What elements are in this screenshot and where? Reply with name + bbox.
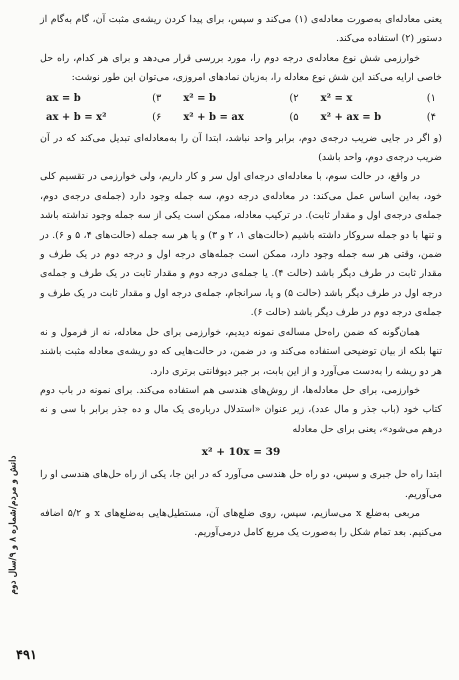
journal-side-label <box>6 410 20 640</box>
equation-1 <box>315 89 442 108</box>
journal-issue-text: دانش و مردم/شماره ۸ و ۹/سال دوم <box>8 455 19 595</box>
equation-number: (۴ <box>426 111 436 123</box>
equation-number: (۲ <box>289 92 299 104</box>
paragraph-1: یعنی معادله‌ای به‌صورت معادله‌ی (۱) می‌کند و سپس، برای پیدا کردن ریشه‌ی مثبت آن، گام به‌گام از دستور (۲) استفاده می‌کند. <box>40 14 442 45</box>
paragraph-4: در واقع، در حالت سوم، با معادله‌ای درجه‌ای اول سر و کار داریم، ولی خوارزمی در تقسیم کلی خود، به‌این اساس عمل می‌کند: در معادله‌ی درجه دوم، سه جمله وجود دارد (جمله‌ی درجه‌ی دوم، جمله‌ی درجه‌ی اول و مقدار ثابت). در ترکیب معادله، ممکن است یکی از سه جمله وجود نداشته باشد و تنها با دو جمله سروکار داشته باشیم (حالت‌های ۱، ۲ و ۳) و یا هر سه جمله (حالت‌های ۴، ۵ و ۶). در ضمن، وقتی هر سه جمله وجود دارد، ممکن است جمله‌های درجه اول و درجه دوم در یک طرف و مقدار ثابت در طرف دیگر باشد (حالت ۴). یا جمله‌ی درجه دوم و مقدار ثابت در یک طرف و جمله‌ی درجه اول در طرف دیگر باشد (حالت ۵) و یا، سرانجام، جمله‌ی درجه اول و مقدار ثابت در یک طرف و جمله‌ی درجه دوم در طرف دیگر باشد (حالت ۶). <box>40 171 443 319</box>
paragraph-3: (و اگر در جایی ضریب درجه‌ی دوم، برابر واحد نباشد، ابتدا آن را به‌معادله‌ای تبدیل می‌کند که در آن ضریب درجه‌ی دوم، واحد باشد) <box>40 132 442 164</box>
paragraph-2: خوارزمی شش نوع معادله‌ی درجه دوم را، مورد بررسی قرار می‌دهد و برای هر کدام، راه حل خاصی ارایه می‌کند این شش نوع معادله را، به‌زبان نمادهای امروزی، می‌توان این طور نوشت: <box>40 52 442 84</box>
equation-list <box>40 89 442 127</box>
equation-2 <box>177 89 304 108</box>
equation-formula: x² = b <box>183 92 217 104</box>
equation-formula: x² + ax = b <box>320 111 382 123</box>
centered-equation: x² + 10x = 39 <box>201 446 281 459</box>
equation-6 <box>40 108 167 127</box>
equation-formula: x² + b = ax <box>183 111 244 123</box>
paragraph-7: ابتدا راه حل جبری و سپس، دو راه حل هندسی می‌آورد که در این جا، یکی از راه حل‌های هندسی او را می‌آوریم. <box>40 469 442 500</box>
paragraph-8: مربعی به‌ضلع x می‌سازیم، سپس، روی ضلع‌های آن، مستطیل‌هایی به‌ضلع‌های x و ۵/۲ اضافه می‌کنیم. بعد تمام شکل را به‌صورت یک مربع کامل درمی‌آوریم. <box>40 507 442 539</box>
equation-formula: ax = b <box>46 92 81 104</box>
equation-formula: x² = x <box>320 92 353 104</box>
paragraph-6: خوارزمی، برای حل معادله‌ها، از روش‌های هندسی هم استفاده می‌کند. برای نمونه در باب دوم کتاب خود (باب جذر و مال عدد)، زیر عنوان «استدلال درباره‌ی یک مال و ده جذر برابر با سی و نه درهم می‌شود»، یعنی برای حل معادله <box>40 384 442 435</box>
equation-formula: ax + b = x² <box>46 111 107 123</box>
page-number: ۴۹۱ <box>16 648 37 663</box>
equation-5 <box>177 108 304 127</box>
equation-number: (۳ <box>152 92 162 104</box>
equation-4 <box>315 108 442 127</box>
paragraph-5: همان‌گونه که ضمن راه‌حل مساله‌ی نمونه دیدیم، خوارزمی برای حل معادله، نه از فرمول و نه تنها بلکه از بیان توضیحی استفاده می‌کند و، در ضمن، در حالت‌هایی که دو ریشه‌ی معادله مثبت باشند هر دو ریشه را به‌دست می‌آورد و از این بابت، بر جبر دیوفانتی برتری دارد. <box>40 326 442 377</box>
body-text <box>40 10 442 543</box>
equation-number: (۱ <box>426 92 436 104</box>
equation-3 <box>40 89 167 108</box>
equation-number: (۵ <box>289 111 299 123</box>
equation-number: (۶ <box>152 111 162 123</box>
